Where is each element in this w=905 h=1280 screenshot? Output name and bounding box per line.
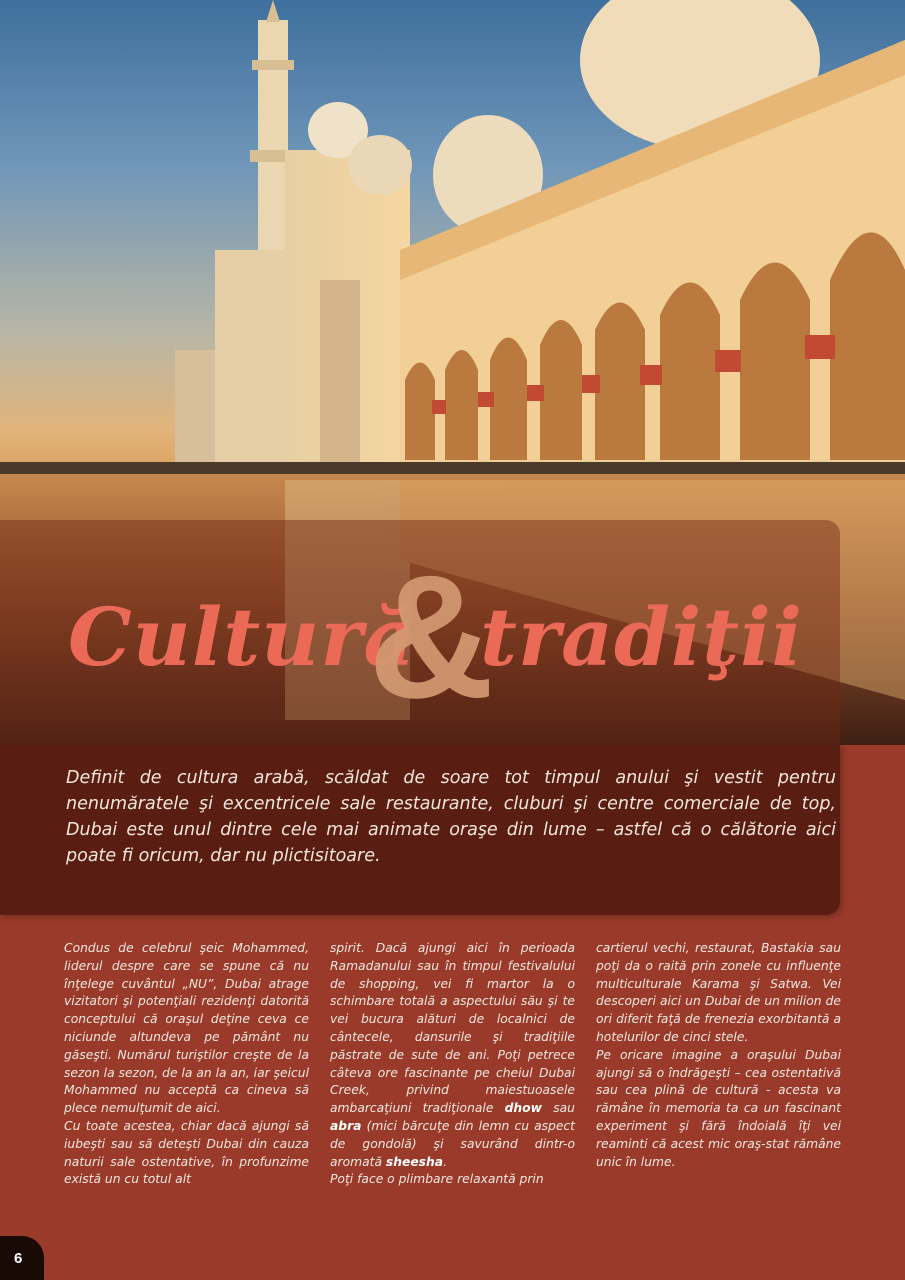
column-2-paragraph-2: Poţi face o plimbare relaxantă prin [330, 1172, 544, 1187]
column-3-paragraph-2: Pe oricare imagine a oraşului Dubai ajungi să o îndrăgeşti – cea ostentativă sau cea plină de cultură - acesta va rămâne în memoria ta ca un fascinant experiment şi fără îndoială îţi vei reaminti că acest mic oraş-stat rămâne unic în lume. [596, 1047, 841, 1169]
intro-paragraph: Definit de cultura arabă, scăldat de soare tot timpul anului şi vestit pentru nenumăratele şi excentricele sale restaurante, cluburi şi centre comerciale de top, Dubai este unul dintre cele mai animate oraşe din lume – astfel că o călătorie aici poate fi oricum, dar nu plictisitoare. [66, 768, 836, 866]
column-2-text-b: sau [553, 1101, 575, 1116]
intro-band [0, 745, 840, 915]
title-ampersand: & [368, 540, 495, 735]
page-title [0, 540, 905, 735]
column-1 [64, 940, 309, 1189]
column-2 [330, 940, 575, 1189]
column-2-paragraph-1 [330, 940, 575, 1171]
column-3-paragraph-1: cartierul vechi, restaurat, Bastakia sau poţi da o raită prin zonele cu influenţe multiculturale Karama şi Satwa. Vei descoperi aici un Dubai de un milion de ori diferit faţă de frenezia exorbitantă a hotelurilor de cinci stele. [596, 941, 841, 1044]
column-1-paragraph-2: Cu toate acestea, chiar dacă ajungi să iubeşti sau să deteşti Dubai din cauza naturii sale ostentative, în profunzime există un cu totul alt [64, 1118, 309, 1187]
column-2-text-c: (mici bărcuţe din lemn cu aspect de gondolă) şi savurând dintr-o aromată [330, 1118, 575, 1169]
term-sheesha: sheesha [385, 1154, 444, 1169]
column-1-paragraph-1: Condus de celebrul şeic Mohammed, liderul despre care se spune că nu înţelege cuvântul „NU”, Dubai atrage vizitatori şi potenţiali rezidenţi datorită conceptului că oraşul deţine ceva ce niciunde altundeva pe pământ nu găseşti. Numărul turiştilor creşte de la sezon la sezon, de la an la an, iar şeicul Mohammed nu acceptă ca cineva să plece nemulţumit de aici. [64, 941, 309, 1116]
column-2-text-d: . [443, 1154, 447, 1169]
article-columns [64, 940, 842, 1220]
title-word-cultura: Cultură [68, 590, 417, 684]
column-2-text-a: spirit. Dacă ajungi aici în perioada Ramadanului sau în timpul festivalului de shopping, vei fi martor la o schimbare totală a aspectului său şi te vei bucura alături de localnici de cântecele, dansurile şi tradiţiile păstrate de sute de ani. Poţi petrece câteva ore fascinante pe cheiul Dubai Creek, privind maiestuoasele ambarcaţiuni tradiţionale [330, 941, 575, 1116]
term-abra: abra [330, 1118, 362, 1133]
title-word-traditii: tradiţii [480, 590, 803, 684]
column-3 [596, 940, 841, 1171]
term-dhow: dhow [504, 1101, 542, 1116]
page-number: 6 [14, 1250, 23, 1267]
page-number-tab [0, 1236, 44, 1280]
